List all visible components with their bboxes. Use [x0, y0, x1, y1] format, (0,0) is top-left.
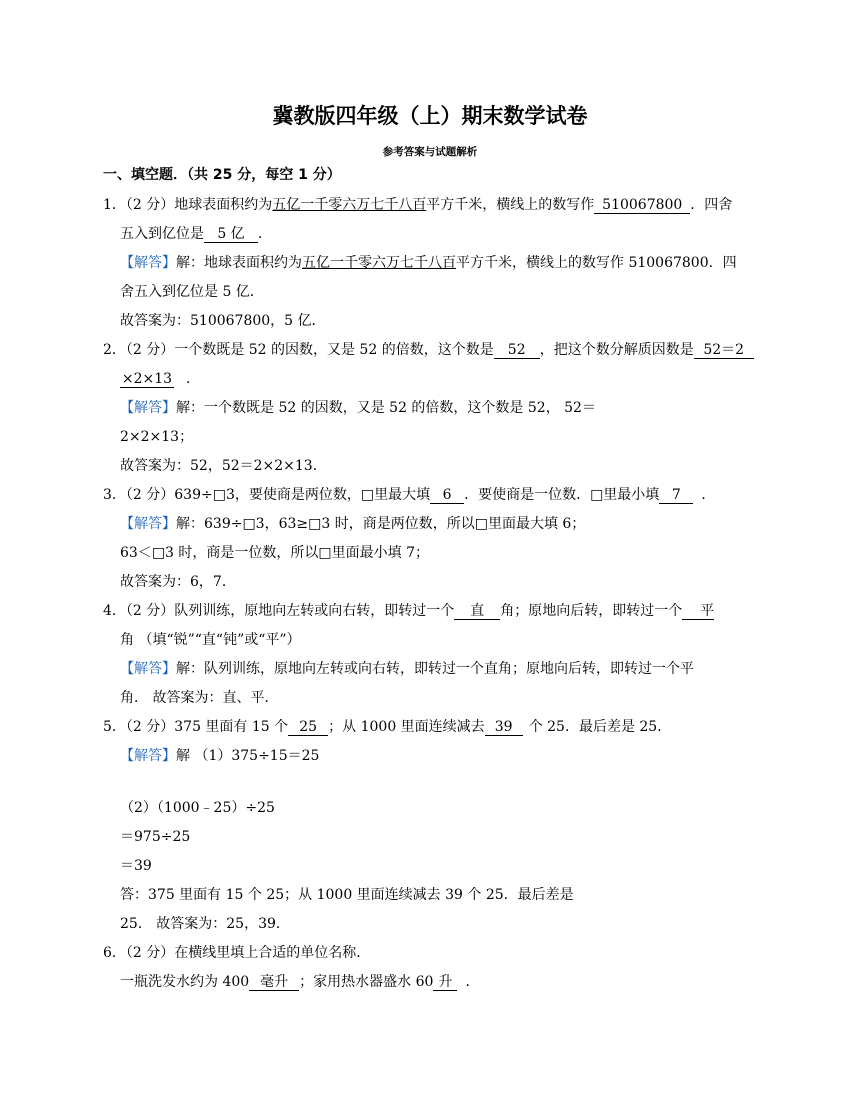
q3-solution-line2: 63＜□3 时，商是一位数，所以□里面最小填 7； [120, 545, 429, 561]
q1-answer-blank-2: 5 亿 [204, 226, 258, 243]
q6-answer-blank-2: 升 [433, 974, 457, 991]
q2-answer-blank-2: 52＝2 [694, 342, 754, 359]
q5-line1: 5．（2 分）375 里面有 15 个 25 ；从 1000 里面连续减去 39 个 25．最后差是 25． [103, 719, 672, 735]
q4-solution-line1: 【解答】解：队列训练，原地向左转或向右转，即转过一个直角；原地向后转，即转过一个平 [120, 661, 694, 677]
q5-final-answer: 25． 故答案为：25，39． [120, 916, 290, 932]
q6-answer-blank-1: 毫升 [249, 974, 299, 991]
q5-solution-answer: 答：375 里面有 15 个 25；从 1000 里面连续减去 39 个 25．最后差是 [120, 887, 574, 903]
q1-line2: 五入到亿位是 5 亿 ． [120, 226, 272, 242]
q5-answer-blank-2: 39 [485, 719, 523, 736]
solution-tag: 【解答】 [120, 748, 176, 764]
q1-solution-line1: 【解答】解：地球表面积约为五亿一千零六万七千八百平方千米，横线上的数写作 510067800．四 [120, 255, 737, 271]
solution-tag: 【解答】 [120, 255, 176, 271]
q3-answer-blank-1: 6 [430, 487, 464, 504]
section-heading: 一、填空题．（共 25 分，每空 1 分） [103, 167, 341, 183]
q4-line1: 4．（2 分）队列训练，原地向左转或向右转，即转过一个 直 角；原地向后转，即转过一个 平 [103, 603, 715, 619]
q2-solution-line2: 2×2×13； [120, 429, 194, 445]
q4-solution-line2: 角． 故答案为：直、平． [120, 690, 279, 706]
q3-answer-blank-2: 7 [659, 487, 693, 504]
page-title: 冀教版四年级（上）期末数学试卷 [272, 104, 588, 128]
q6-line1: 6．（2 分）在横线里填上合适的单位名称． [103, 945, 371, 961]
q3-final-answer: 故答案为：6，7． [120, 574, 236, 590]
q2-line2: ×2×13 ． [121, 371, 200, 387]
q5-solution-step2: ＝975÷25 [120, 829, 191, 845]
q1-answer-blank-1: 510067800 [594, 197, 690, 214]
q4-line2: 角 （填“锐”“直“钝”或“平”） [120, 632, 301, 648]
q1-line1: 1．（2 分）地球表面积约为五亿一千零六万七千八百平方千米，横线上的数写作 510067800 ．四舍 [103, 197, 733, 213]
solution-tag: 【解答】 [120, 400, 176, 416]
q1-final-answer: 故答案为：510067800，5 亿． [120, 313, 326, 329]
q1-solution-line2: 舍五入到亿位是 5 亿． [120, 284, 264, 300]
q4-answer-blank-1: 直 [454, 603, 500, 620]
q4-answer-blank-2: 平 [682, 603, 714, 620]
solution-tag: 【解答】 [120, 661, 176, 677]
solution-tag: 【解答】 [120, 516, 176, 532]
q3-line1: 3．（2 分）639÷□3，要使商是两位数，□里最大填 6 ．要使商是一位数．□里最小填 7 ． [103, 487, 716, 503]
q2-line1: 2．（2 分）一个数既是 52 的因数，又是 52 的倍数，这个数是 52 ，把这个数分解质因数是 52＝2 [103, 341, 754, 359]
q5-solution-step1: （2）（1000﹣25）÷25 [120, 800, 275, 816]
q5-answer-blank-1: 25 [288, 719, 328, 736]
q2-answer-blank-1: 52 [494, 342, 540, 359]
page-subtitle: 参考答案与试题解析 [382, 146, 478, 158]
q5-solution-line1: 【解答】解 （1）375÷15＝25 [120, 748, 320, 764]
q3-solution-line1: 【解答】解：639÷□3，63≥□3 时，商是两位数，所以□里面最大填 6； [120, 516, 586, 532]
q6-line2: 一瓶洗发水约为 400 毫升 ；家用热水器盛水 60 升 ． [120, 974, 480, 990]
q1-underlined-text: 五亿一千零六万七千八百 [272, 197, 427, 213]
q2-final-answer: 故答案为：52，52＝2×2×13． [120, 458, 327, 474]
q2-solution-line1: 【解答】解：一个数既是 52 的因数，又是 52 的倍数，这个数是 52， 52＝ [120, 400, 596, 416]
q5-solution-step3: ＝39 [120, 858, 152, 874]
